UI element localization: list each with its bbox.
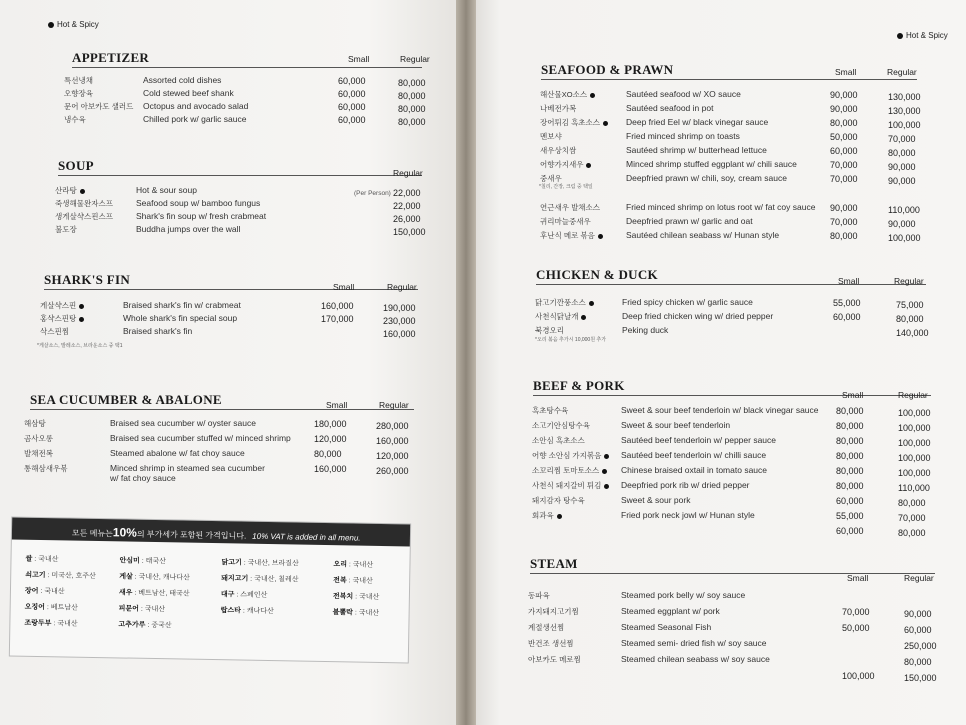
seacucumber-item-name-en-2: w/ fat choy sauce bbox=[110, 473, 176, 483]
hot-spicy-icon bbox=[602, 469, 607, 474]
steam-item-price-small: 50,000 bbox=[842, 623, 870, 633]
steam-item-name-en: Steamed Seasonal Fish bbox=[621, 622, 712, 632]
beef-item-price-small: 80,000 bbox=[836, 466, 864, 476]
appetizer-item-price-regular: 80,000 bbox=[398, 78, 426, 88]
hot-spicy-icon bbox=[604, 454, 609, 459]
seacucumber-item-name-en: Braised sea cucumber stuffed w/ minced shrimp bbox=[110, 433, 291, 443]
origin-ingredient: 랍스타 bbox=[220, 607, 241, 615]
soup-title: SOUP bbox=[58, 158, 94, 173]
origin-ingredient: 장어 bbox=[24, 587, 39, 596]
hot-spicy-icon bbox=[79, 304, 84, 309]
origin-ingredient: 새우 bbox=[118, 589, 133, 597]
beef-item-price-small: 80,000 bbox=[836, 481, 864, 491]
steam-item-name-kr: 반건조 생선찜 bbox=[528, 639, 574, 648]
chicken-item-name-en: Deep fried chicken wing w/ dried pepper bbox=[622, 311, 774, 321]
chicken-item-price-regular: 75,000 bbox=[896, 300, 924, 310]
beef-item-price-regular: 100,000 bbox=[898, 408, 931, 418]
appetizer-item-price-regular: 80,000 bbox=[398, 104, 426, 114]
sharks-item-price-regular: 160,000 bbox=[383, 329, 416, 339]
hot-spicy-text: Hot & Spicy bbox=[906, 31, 948, 40]
origin-entry bbox=[118, 619, 171, 630]
steam-item-price-small: 100,000 bbox=[842, 671, 875, 681]
steam-item-name-en: Steamed pork belly w/ soy sauce bbox=[621, 590, 746, 600]
chicken-item-price-regular: 80,000 bbox=[896, 314, 924, 324]
beef-item-price-regular: 80,000 bbox=[898, 528, 926, 538]
seafood-note: *칠리, 간장, 크림 중 택일 bbox=[539, 184, 593, 190]
origin-entry bbox=[333, 607, 380, 618]
vat-notice-bar bbox=[12, 518, 410, 547]
beef-item-price-regular: 110,000 bbox=[898, 483, 930, 493]
origin-ingredient: 조랑두부 bbox=[24, 619, 52, 628]
chicken-note: *오리 볶음 추가시 10,000원 추가 bbox=[535, 337, 607, 343]
steam-item-name-kr: 가지돼지고기찜 bbox=[528, 607, 579, 616]
seafood-item-price-small: 80,000 bbox=[830, 231, 858, 241]
hot-spicy-text: Hot & Spicy bbox=[57, 20, 99, 29]
origin-country: : 스페인산 bbox=[234, 591, 268, 600]
appetizer-title: APPETIZER bbox=[72, 50, 150, 65]
seafood-item-name-kr: 중새우 bbox=[540, 174, 562, 183]
origin-entry bbox=[119, 571, 190, 582]
beef-item-price-regular: 100,000 bbox=[898, 468, 931, 478]
seafood-item-price-regular: 100,000 bbox=[888, 233, 921, 243]
origin-country: : 국내산, 브라질산 bbox=[241, 559, 299, 568]
seafood-item-name-en: Deepfried prawn w/ chili, soy, cream sauce bbox=[626, 173, 787, 183]
origin-country: : 국내산 bbox=[38, 588, 65, 596]
chicken-item-price-regular: 140,000 bbox=[896, 328, 929, 338]
origin-ingredient: 쌀 bbox=[25, 555, 33, 563]
steam-item-name-en: Steamed semi- dried fish w/ soy sauce bbox=[621, 638, 767, 648]
seafood-item-price-regular: 130,000 bbox=[888, 92, 921, 102]
seafood-item-price-small: 90,000 bbox=[830, 90, 858, 100]
soup-col-regular: Regular bbox=[393, 168, 423, 178]
origin-entry bbox=[221, 573, 299, 584]
seafood-item-name-kr: 멘보샤 bbox=[540, 132, 562, 141]
seafood-item-name-kr: 귀리마늘중새우 bbox=[540, 217, 591, 226]
beef-item-name-en: Sautéed beef tenderloin w/ pepper sauce bbox=[621, 435, 777, 445]
soup-per-person-label: (Per Person) bbox=[354, 190, 391, 197]
sharks-col-small: Small bbox=[333, 282, 355, 292]
appetizer-col-small: Small bbox=[348, 54, 370, 64]
seafood-item-price-small: 70,000 bbox=[830, 160, 858, 170]
steam-col-regular: Regular bbox=[904, 573, 934, 583]
origin-entry bbox=[333, 559, 373, 570]
seafood-item-name-kr: 장어튀김 흑초소스 bbox=[540, 117, 608, 128]
beef-item-name-kr: 회과육 bbox=[532, 510, 562, 521]
hot-spicy-legend-right bbox=[897, 31, 948, 40]
seafood-item-price-small: 80,000 bbox=[830, 118, 858, 128]
steam-item-name-en: Steamed chilean seabass w/ soy sauce bbox=[621, 654, 770, 664]
seafood-item-price-small: 90,000 bbox=[830, 104, 858, 114]
origin-country: : 국내산 bbox=[32, 555, 59, 564]
seafood-item-name-en: Deep fried Eel w/ black vinegar sauce bbox=[626, 117, 769, 127]
seafood-item-name-kr: 해산물XO소스 bbox=[540, 89, 595, 100]
sharks-item-name-kr: 게살샥스핀 bbox=[40, 300, 84, 311]
seafood-item-price-regular: 90,000 bbox=[888, 219, 916, 229]
seafood-item-name-en: Minced shrimp stuffed eggplant w/ chili sauce bbox=[626, 159, 797, 169]
origin-country: : 국내산 bbox=[346, 561, 374, 569]
steam-item-name-kr: 동파육 bbox=[528, 591, 550, 600]
origin-entry bbox=[333, 575, 373, 586]
origin-ingredient: 돼지고기 bbox=[221, 575, 249, 583]
seafood-item-price-small: 50,000 bbox=[830, 132, 858, 142]
origin-country: : 국내산 bbox=[138, 605, 166, 614]
seafood-item-price-regular: 100,000 bbox=[888, 120, 921, 130]
seafood-item-name-en: Sautéed chilean seabass w/ Hunan style bbox=[626, 230, 780, 240]
soup-item-price-regular: 22,000 bbox=[393, 201, 421, 211]
chicken-item-name-en: Peking duck bbox=[622, 325, 669, 335]
appetizer-item-name-kr: 냉수육 bbox=[64, 115, 86, 124]
appetizer-item-name-en: Cold stewed beef shank bbox=[143, 88, 234, 98]
hot-spicy-icon bbox=[590, 93, 595, 98]
sharks-item-price-regular: 230,000 bbox=[383, 316, 416, 326]
appetizer-item-price-small: 60,000 bbox=[338, 102, 366, 112]
hot-spicy-icon bbox=[79, 317, 84, 322]
seacucumber-item-price-regular: 260,000 bbox=[376, 466, 409, 476]
chicken-item-name-kr: 닭고기깐풍소스 bbox=[535, 297, 594, 308]
beef-item-price-regular: 70,000 bbox=[898, 513, 926, 523]
origin-ingredient: 쇠고기 bbox=[25, 571, 46, 580]
beef-item-name-kr: 흑초탕수육 bbox=[532, 406, 569, 415]
hot-spicy-icon bbox=[80, 189, 85, 194]
soup-item-name-kr: 산라탕 bbox=[55, 185, 85, 196]
sharks-item-name-kr: 삭스핀찜 bbox=[40, 327, 69, 336]
beef-col-small: Small bbox=[842, 390, 864, 400]
beef-item-name-en: Fried pork neck jowl w/ Hunan style bbox=[621, 510, 755, 520]
seacucumber-item-price-small: 160,000 bbox=[314, 464, 347, 474]
beef-item-name-kr: 소꼬리찜 토마토소스 bbox=[532, 465, 607, 476]
hot-spicy-icon bbox=[557, 514, 562, 519]
origin-ingredient: 안심미 bbox=[119, 557, 140, 565]
appetizer-item-price-small: 60,000 bbox=[338, 115, 366, 125]
origin-entry bbox=[119, 555, 166, 566]
beef-item-name-kr: 돼지감자 탕수육 bbox=[532, 496, 585, 505]
origin-ingredient: 오리 bbox=[333, 561, 348, 569]
origin-country: : 국내산 bbox=[352, 609, 380, 617]
origin-country: : 태국산 bbox=[139, 557, 166, 566]
appetizer-item-name-en: Assorted cold dishes bbox=[143, 75, 222, 85]
steam-item-name-en: Steamed eggplant w/ pork bbox=[621, 606, 720, 616]
soup-item-name-en: Shark's fin soup w/ fresh crabmeat bbox=[136, 211, 267, 221]
origin-country: : 국내산, 칠레산 bbox=[248, 575, 299, 584]
vat-notice-percent: 10% bbox=[112, 525, 138, 540]
steam-item-price-regular: 90,000 bbox=[904, 609, 932, 619]
seafood-item-price-small: 70,000 bbox=[830, 217, 858, 227]
seafood-item-name-en: Fried minced shrimp on toasts bbox=[626, 131, 740, 141]
chicken-item-name-kr: 북경오리 bbox=[535, 326, 564, 335]
appetizer-item-name-kr: 특선냉채 bbox=[64, 76, 93, 85]
hot-spicy-icon bbox=[589, 301, 594, 306]
chicken-item-price-small: 60,000 bbox=[833, 312, 861, 322]
chicken-title: CHICKEN & DUCK bbox=[536, 267, 658, 282]
beef-item-name-en: Sautéed beef tenderloin w/ chilli sauce bbox=[621, 450, 767, 460]
sharks-item-name-en: Braised shark's fin bbox=[123, 326, 193, 336]
seacucumber-item-price-regular: 280,000 bbox=[376, 421, 409, 431]
soup-item-price-regular: 26,000 bbox=[393, 214, 421, 224]
seacucumber-item-price-regular: 120,000 bbox=[376, 451, 409, 461]
origin-ingredient: 전복 bbox=[333, 577, 347, 585]
appetizer-item-price-small: 60,000 bbox=[338, 76, 366, 86]
seafood-item-price-regular: 110,000 bbox=[888, 205, 920, 215]
chicken-col-small: Small bbox=[838, 276, 860, 286]
beef-item-price-regular: 80,000 bbox=[898, 498, 926, 508]
origin-entry bbox=[221, 605, 274, 616]
seacucumber-col-regular: Regular bbox=[379, 400, 409, 410]
seacucumber-rule bbox=[30, 409, 414, 410]
seafood-item-price-small: 60,000 bbox=[830, 146, 858, 156]
hot-spicy-icon bbox=[603, 121, 608, 126]
chicken-col-regular: Regular bbox=[894, 276, 924, 286]
beef-item-price-small: 80,000 bbox=[836, 451, 864, 461]
steam-item-price-regular: 80,000 bbox=[904, 657, 932, 667]
origin-entry bbox=[25, 586, 65, 597]
steam-title: STEAM bbox=[530, 556, 578, 571]
seafood-item-price-small: 90,000 bbox=[830, 203, 858, 213]
beef-item-price-regular: 100,000 bbox=[898, 423, 931, 433]
origin-entry bbox=[221, 557, 299, 568]
appetizer-item-price-regular: 80,000 bbox=[398, 117, 426, 127]
seacucumber-item-name-en: Steamed abalone w/ fat choy sauce bbox=[110, 448, 245, 458]
beef-col-regular: Regular bbox=[898, 390, 928, 400]
steam-item-price-regular: 150,000 bbox=[904, 673, 937, 683]
seacucumber-title: SEA CUCUMBER & ABALONE bbox=[30, 392, 222, 407]
chicken-rule bbox=[536, 284, 926, 285]
origin-country: : 국내산, 캐나다산 bbox=[132, 573, 190, 582]
seafood-title: SEAFOOD & PRAWN bbox=[541, 62, 674, 77]
seacucumber-item-price-small: 180,000 bbox=[314, 419, 347, 429]
steam-item-price-regular: 250,000 bbox=[904, 641, 937, 651]
beef-item-name-en: Chinese braised oxtail in tomato sauce bbox=[621, 465, 767, 475]
seacucumber-item-price-regular: 160,000 bbox=[376, 436, 409, 446]
seafood-item-name-en: Sautéed seafood w/ XO sauce bbox=[626, 89, 741, 99]
sharks-item-name-kr: 홍샥스핀탕 bbox=[40, 313, 84, 324]
beef-item-price-small: 80,000 bbox=[836, 436, 864, 446]
appetizer-item-price-small: 60,000 bbox=[338, 89, 366, 99]
appetizer-item-price-regular: 80,000 bbox=[398, 91, 426, 101]
seafood-rule bbox=[541, 79, 917, 80]
soup-item-price-regular: 150,000 bbox=[393, 227, 426, 237]
beef-title: BEEF & PORK bbox=[533, 378, 625, 393]
seafood-item-price-regular: 130,000 bbox=[888, 106, 921, 116]
beef-item-price-small: 60,000 bbox=[836, 526, 864, 536]
sharks-item-price-small: 160,000 bbox=[321, 301, 354, 311]
origin-entry bbox=[119, 587, 190, 598]
origin-info-box bbox=[9, 517, 411, 664]
appetizer-item-name-kr: 오향장육 bbox=[64, 89, 93, 98]
origin-entry bbox=[119, 603, 166, 614]
seacucumber-item-name-kr: 곰사오롱 bbox=[24, 434, 53, 443]
sharks-rule bbox=[44, 289, 418, 290]
soup-item-name-en: Seafood soup w/ bamboo fungus bbox=[136, 198, 261, 208]
steam-item-name-kr: 아보카도 메로찜 bbox=[528, 655, 581, 664]
seafood-item-name-kr: 새우상치쌈 bbox=[540, 146, 577, 155]
appetizer-col-regular: Regular bbox=[400, 54, 430, 64]
hot-spicy-icon bbox=[598, 234, 603, 239]
appetizer-rule bbox=[72, 67, 422, 68]
origin-entry bbox=[25, 570, 96, 581]
hot-spicy-legend-left bbox=[48, 20, 99, 29]
sharks-item-price-small: 170,000 bbox=[321, 314, 354, 324]
appetizer-item-name-kr: 문어 아보카도 샐러드 bbox=[64, 102, 134, 111]
origin-ingredient: 고추가루 bbox=[118, 621, 146, 629]
origin-ingredient: 오징어 bbox=[24, 603, 46, 612]
soup-rule bbox=[58, 175, 422, 176]
seacucumber-col-small: Small bbox=[326, 400, 348, 410]
steam-item-price-small: 70,000 bbox=[842, 607, 870, 617]
origin-country: : 캐나다산 bbox=[240, 607, 274, 616]
beef-item-price-regular: 100,000 bbox=[898, 453, 931, 463]
beef-item-name-kr: 사천식 돼지갈비 튀김 bbox=[532, 480, 609, 491]
origin-country: : 미국산, 호주산 bbox=[45, 572, 96, 581]
beef-item-name-kr: 소고기안심탕수육 bbox=[532, 421, 590, 430]
soup-item-name-en: Buddha jumps over the wall bbox=[136, 224, 241, 234]
vat-notice-pre: 모든 메뉴는 bbox=[71, 528, 113, 539]
appetizer-item-name-en: Chilled pork w/ garlic sauce bbox=[143, 114, 247, 124]
soup-item-name-kr: 불도장 bbox=[55, 225, 77, 234]
origin-ingredient: 닭고기 bbox=[221, 559, 242, 567]
sharks-col-regular: Regular bbox=[387, 282, 417, 292]
sharks-item-name-en: Whole shark's fin special soup bbox=[123, 313, 238, 323]
steam-item-name-kr: 계절생선찜 bbox=[528, 623, 565, 632]
beef-item-name-en: Sweet & sour pork bbox=[621, 495, 691, 505]
seafood-item-price-regular: 90,000 bbox=[888, 162, 916, 172]
sharks-fin-note: *게살소스, 발레소스, 브라운소스 중 택1 bbox=[37, 343, 123, 349]
origin-entry bbox=[25, 602, 78, 613]
seafood-col-regular: Regular bbox=[887, 67, 917, 77]
vat-notice-en: 10% VAT is added in all menu. bbox=[252, 531, 361, 543]
sharks-title: SHARK'S FIN bbox=[44, 272, 131, 287]
origin-country: : 베트남산, 태국산 bbox=[132, 589, 190, 598]
seafood-item-price-regular: 80,000 bbox=[888, 148, 916, 158]
origin-entry bbox=[24, 618, 77, 629]
beef-item-price-small: 55,000 bbox=[836, 511, 864, 521]
vat-notice-post: 의 부가세가 포함된 가격입니다. bbox=[136, 529, 247, 541]
beef-item-name-kr: 어향 소안심 가지볶음 bbox=[532, 450, 609, 461]
seafood-item-name-kr: 후난식 메로 볶음 bbox=[540, 230, 603, 241]
seacucumber-item-price-small: 80,000 bbox=[314, 449, 342, 459]
origin-country: : 중국산 bbox=[145, 621, 172, 630]
beef-item-price-small: 80,000 bbox=[836, 421, 864, 431]
appetizer-item-name-en: Octopus and avocado salad bbox=[143, 101, 249, 111]
hot-spicy-icon bbox=[897, 33, 903, 39]
origin-country: : 국내산 bbox=[353, 593, 380, 601]
sharks-item-price-regular: 190,000 bbox=[383, 303, 416, 313]
origin-ingredient: 불뽈락 bbox=[332, 609, 353, 617]
seafood-item-price-regular: 90,000 bbox=[888, 176, 916, 186]
hot-spicy-icon bbox=[581, 315, 586, 320]
hot-spicy-icon bbox=[48, 22, 54, 28]
origin-ingredient: 대구 bbox=[220, 591, 235, 599]
origin-country: : 국내산 bbox=[51, 620, 78, 628]
seafood-item-name-en: Fried minced shrimp on lotus root w/ fat coy sauce bbox=[626, 202, 816, 212]
beef-rule bbox=[533, 395, 931, 396]
seacucumber-item-name-kr: 해삼탕 bbox=[24, 419, 46, 428]
steam-item-price-regular: 60,000 bbox=[904, 625, 932, 635]
seacucumber-item-name-en: Minced shrimp in steamed sea cucumber bbox=[110, 463, 265, 473]
soup-item-name-kr: 죽생해물완자스프 bbox=[55, 199, 113, 208]
origin-ingredient: 전복치 bbox=[332, 593, 354, 601]
seafood-item-price-regular: 70,000 bbox=[888, 134, 916, 144]
origin-entry bbox=[221, 589, 268, 600]
beef-item-price-small: 80,000 bbox=[836, 406, 864, 416]
seafood-col-small: Small bbox=[835, 67, 857, 77]
steam-rule bbox=[530, 573, 935, 574]
hot-spicy-icon bbox=[586, 163, 591, 168]
origin-country: : 국내산 bbox=[346, 577, 373, 585]
hot-spicy-icon bbox=[604, 484, 609, 489]
chicken-item-price-small: 55,000 bbox=[833, 298, 861, 308]
seafood-item-name-kr: 연근새우 발채소스 bbox=[540, 203, 601, 212]
soup-item-name-en: Hot & sour soup bbox=[136, 185, 197, 195]
origin-entry bbox=[333, 591, 380, 602]
seafood-item-name-kr: 어향가지새우 bbox=[540, 159, 591, 170]
seacucumber-item-price-small: 120,000 bbox=[314, 434, 347, 444]
seafood-item-name-en: Sautéed shrimp w/ butterhead lettuce bbox=[626, 145, 767, 155]
soup-item-price-regular: 22,000 bbox=[393, 188, 421, 198]
origin-country: : 베트남산 bbox=[44, 604, 78, 612]
seafood-item-name-en: Sautéed seafood in pot bbox=[626, 103, 714, 113]
beef-item-name-en: Sweet & sour beef tenderloin bbox=[621, 420, 731, 430]
beef-item-name-en: Sweet & sour beef tenderloin w/ black vinegar sauce bbox=[621, 405, 819, 415]
chicken-item-name-kr: 사천식닭날개 bbox=[535, 311, 586, 322]
seacucumber-item-name-en: Braised sea cucumber w/ oyster sauce bbox=[110, 418, 256, 428]
beef-item-price-small: 60,000 bbox=[836, 496, 864, 506]
chicken-item-name-en: Fried spicy chicken w/ garlic sauce bbox=[622, 297, 753, 307]
beef-item-price-regular: 100,000 bbox=[898, 438, 931, 448]
beef-item-name-en: Deepfried pork rib w/ dried pepper bbox=[621, 480, 750, 490]
seafood-item-name-kr: 나베전가복 bbox=[540, 104, 577, 113]
origin-ingredient: 피문어 bbox=[118, 605, 140, 613]
sharks-item-name-en: Braised shark's fin w/ crabmeat bbox=[123, 300, 241, 310]
seacucumber-item-name-kr: 발채전복 bbox=[24, 449, 53, 458]
origin-entry bbox=[25, 554, 58, 565]
seafood-item-name-en: Deepfried prawn w/ garlic and oat bbox=[626, 216, 753, 226]
seafood-item-price-small: 70,000 bbox=[830, 174, 858, 184]
seacucumber-item-name-kr: 통해삼새우볶 bbox=[24, 464, 68, 473]
book-gutter bbox=[456, 0, 476, 725]
beef-item-name-kr: 소안심 흑초소스 bbox=[532, 436, 585, 445]
soup-item-name-kr: 생게살샥스핀스프 bbox=[55, 212, 113, 221]
steam-col-small: Small bbox=[847, 573, 869, 583]
origin-ingredient: 게살 bbox=[119, 573, 133, 581]
